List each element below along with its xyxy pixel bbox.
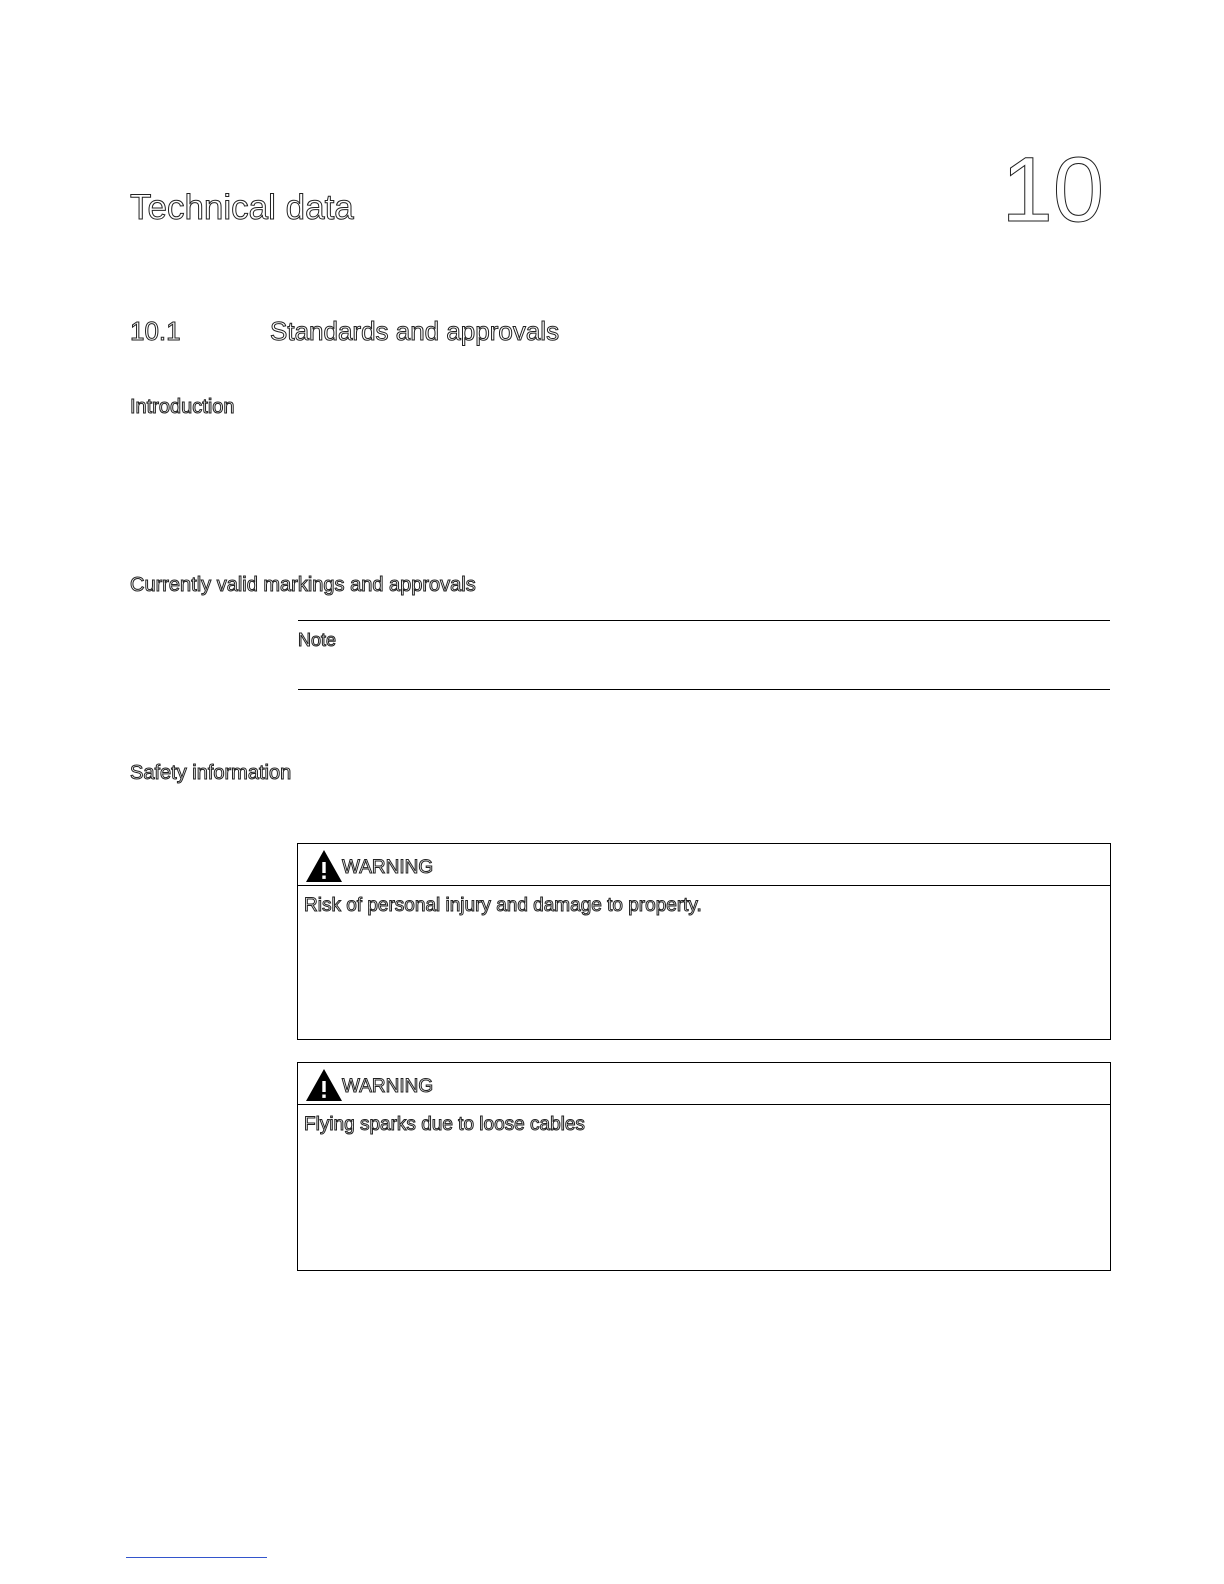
warning-text: Flying sparks due to loose cables [304,1114,585,1135]
note-block [298,620,1110,690]
warning-label: WARNING [342,1076,434,1097]
warning-box-2 [297,1062,1111,1271]
warning-header [298,1063,1110,1105]
warning-header [298,844,1110,886]
warning-label: WARNING [342,857,434,878]
note-label: Note [298,630,337,650]
section-heading [130,314,559,348]
subheading-safety-information: Safety information [130,762,292,784]
warning-triangle-icon [304,848,344,884]
warning-text: Risk of personal injury and damage to property. [304,895,702,916]
chapter-number: 10 [1001,139,1104,241]
footer-link-rule [126,1557,267,1558]
section-number: 10.1 [130,316,181,346]
warning-box-1 [297,843,1111,1040]
chapter-title: Technical data [130,188,354,227]
section-title: Standards and approvals [270,316,560,346]
subheading-introduction: Introduction [130,396,235,418]
subheading-markings-approvals: Currently valid markings and approvals [130,574,476,596]
warning-triangle-icon [304,1067,344,1103]
